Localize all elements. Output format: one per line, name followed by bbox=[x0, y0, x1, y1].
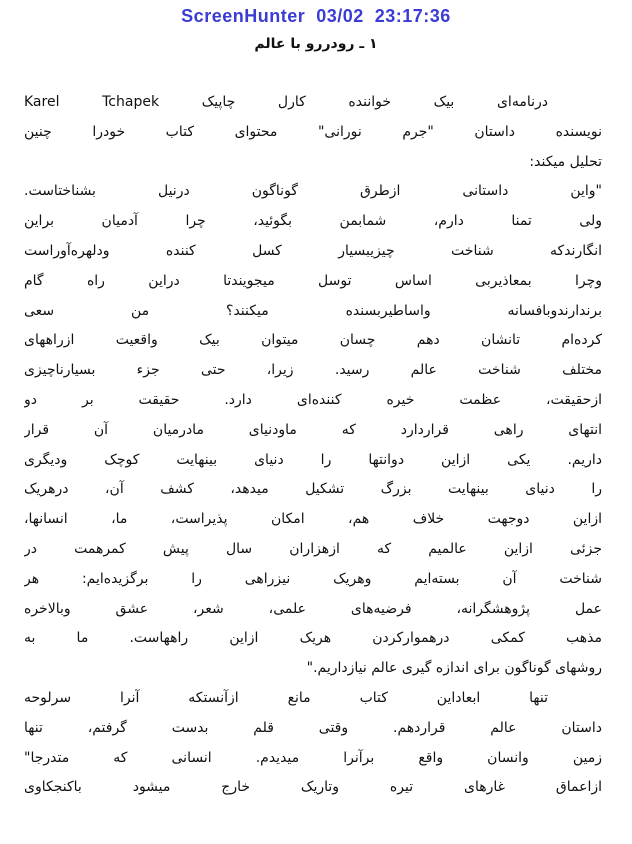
text-line: ازاعماق غارهای تیره وتاریک خارج میشود باکنجکاوی bbox=[24, 779, 602, 796]
body-text bbox=[24, 88, 602, 803]
text-line: روشهای گوناگون برای اندازه گیری عالم نیازداریم." bbox=[306, 660, 602, 677]
text-line: ازحقیقت، عظمت خیره کننده‌ای دارد. حقیقت بر دو bbox=[24, 391, 602, 408]
text-line: را دنیای بینهایت بزرگ تشکیل میدهد، کشف آن، درهریک bbox=[24, 481, 602, 498]
paragraph-2 bbox=[24, 177, 602, 684]
screenhunter-timestamp: ScreenHunter 03/02 23:17:36 bbox=[181, 6, 451, 26]
text-line: شناخت آن بسته‌ایم وهریک نیزراهی را برگزیده‌ایم: هر bbox=[24, 570, 602, 587]
text-line: مختلف شناخت عالم رسید. زیرا، حتی جزء بسیارناچیزی bbox=[24, 362, 602, 379]
text-line: جزئی ازاین عالمیم که ازهزاران سال پیش کمرهمت در bbox=[24, 540, 602, 557]
text-line: نویسنده داستان "جرم نورانی" محتوای کتاب خودرا چنین bbox=[24, 123, 602, 140]
text-line: مذهب کمکی درهموارکردن هریک ازاین راههاست. ما به bbox=[24, 630, 602, 647]
text-line: "واین داستانی ازطرق گوناگون درنیل بشناختاست. bbox=[24, 183, 602, 200]
text-line: داریم. یکی ازاین دوانتها را دنیای بینهایت کوچک ودیگری bbox=[24, 451, 602, 468]
text-line: برندارندوبافسانه واساطیربسنده میکنند؟ من سعی bbox=[24, 302, 602, 319]
text-line: تحلیل میکند: bbox=[529, 153, 602, 170]
paragraph-3 bbox=[24, 684, 602, 803]
text-line: تنها ابعاداین کتاب مانع ازآنستکه آنرا سرلوحه bbox=[24, 689, 548, 706]
paragraph-1 bbox=[24, 88, 602, 177]
text-line: انگارندکه شناخت چیزیبسیار کسل کننده ودلهره‌آوراست bbox=[24, 242, 602, 259]
text-line: وچرا بمعاذیربی اساس توسل میجویندتا دراین راه گام bbox=[24, 272, 602, 289]
text-line: زمین وانسان واقع برآنرا میدیدم. انسانی که متدرجا" bbox=[24, 749, 602, 766]
text-line: انتهای راهی قراردارد که ماودنیای مادرمیان آن قرار bbox=[24, 421, 602, 438]
text-line: داستان عالم قراردهم. وقتی قلم بدست گرفتم، تنها bbox=[24, 719, 602, 736]
text-line: درنامه‌ای بیک خواننده کارل چاپیک Karel Tchapek bbox=[24, 94, 548, 110]
text-line: ازاین دوجهت خلاف هم، امکان پذیراست، ما، انسانها، bbox=[24, 511, 602, 528]
chapter-heading: ۱ ـ رودررو با عالم bbox=[254, 36, 378, 52]
text-line: ولی تمنا دارم، شمابمن بگوئید، چرا آدمیان براین bbox=[24, 213, 602, 230]
text-line: عمل پژوهشگرانه، فرضیه‌های علمی، شعر، عشق وبالاخره bbox=[24, 600, 602, 617]
text-line: کرده‌ام تانشان دهم چسان میتوان بیک واقعیت ازراههای bbox=[24, 332, 602, 349]
